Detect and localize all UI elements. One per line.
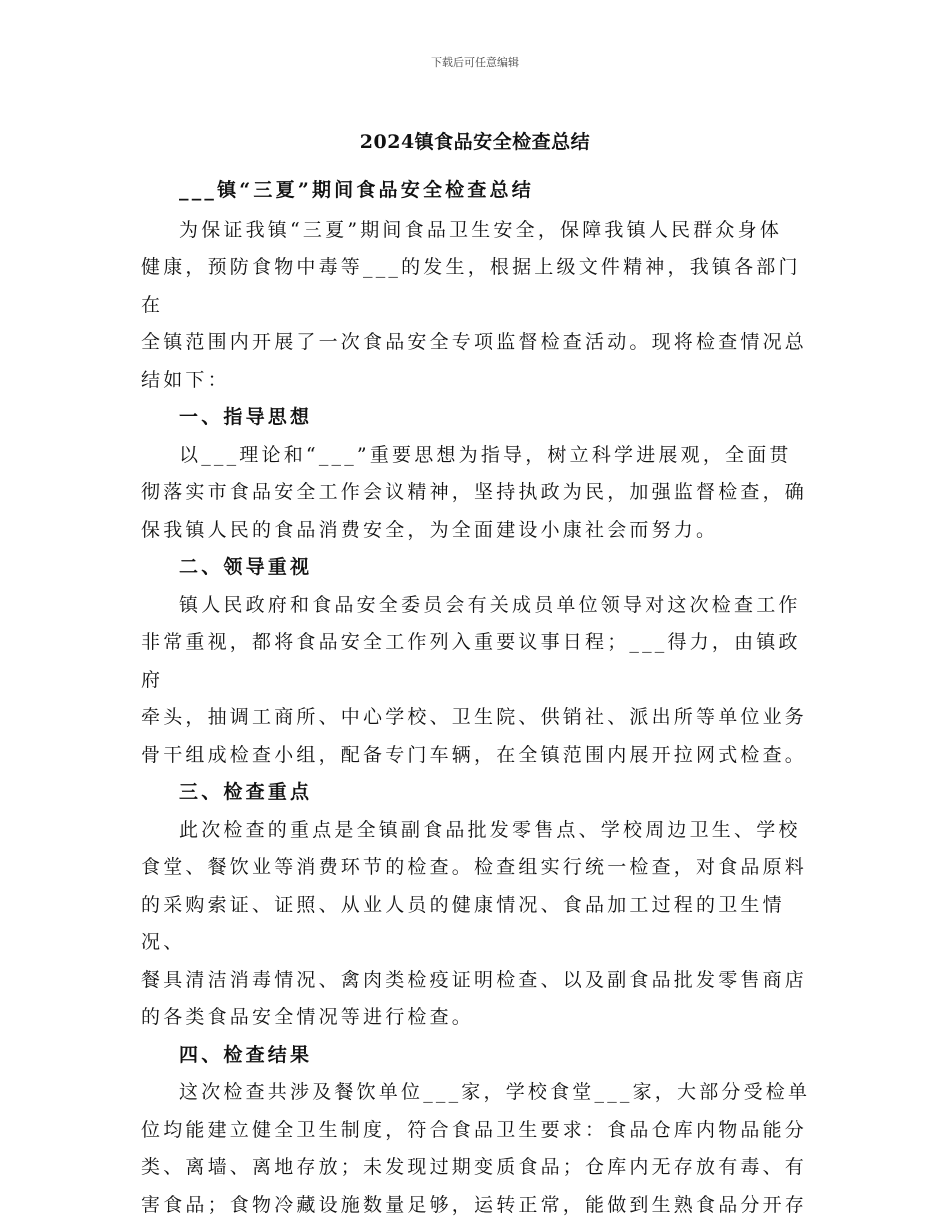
text-line: 害食品；食物冷藏设施数量足够，运转正常，能做到生熟食品分开存 xyxy=(141,1193,808,1216)
text-line: 的采购索证、证照、从业人员的健康情况、食品加工过程的卫生情况、 xyxy=(141,893,785,953)
text-line: 位均能建立健全卫生制度，符合食品卫生要求：食品仓库内物品能分 xyxy=(141,1118,808,1141)
text-line: 此次检查的重点是全镇副食品批发零售点、学校周边卫生、学校 xyxy=(179,818,801,841)
section-heading: 二、领导重视 xyxy=(179,556,313,578)
text-line: 餐具清洁消毒情况、禽肉类检疫证明检查、以及副食品批发零售商店 xyxy=(141,968,808,991)
text-line: 以___理论和“___”重要思想为指导，树立科学进展观，全面贯 xyxy=(179,443,792,466)
text-line: 镇人民政府和食品安全委员会有关成员单位领导对这次检查工作 xyxy=(179,593,801,616)
text-line: 全镇范围内开展了一次食品安全专项监督检查活动。现将检查情况总 xyxy=(141,331,808,353)
text-line: 健康，预防食物中毒等___的发生，根据上级文件精神，我镇各部门在 xyxy=(141,256,801,316)
document-subtitle: ___镇“三夏”期间食品安全检查总结 xyxy=(179,179,534,201)
section-heading: 一、指导思想 xyxy=(179,406,313,428)
section-heading: 三、检查重点 xyxy=(179,781,313,803)
text-line: 的各类食品安全情况等进行检查。 xyxy=(141,1006,475,1028)
text-line: 非常重视，都将食品安全工作列入重要议事日程；___得力，由镇政府 xyxy=(141,631,801,691)
section-paragraph xyxy=(141,812,821,1037)
text-line: 这次检查共涉及餐饮单位___家，学校食堂___家，大部分受检单 xyxy=(179,1081,811,1103)
text-line: 彻落实市食品安全工作会议精神，坚持执政为民，加强监督检查，确 xyxy=(141,481,808,503)
document-title: 2024镇食品安全检查总结 xyxy=(359,131,591,153)
text-line: 结如下： xyxy=(141,368,230,391)
text-line: 牵头，抽调工商所、中心学校、卫生院、供销社、派出所等单位业务 xyxy=(141,706,808,728)
section-paragraph xyxy=(141,587,821,775)
text-line: 为保证我镇“三夏”期间食品卫生安全，保障我镇人民群众身体 xyxy=(179,218,783,241)
text-line: 食堂、餐饮业等消费环节的检查。检查组实行统一检查，对食品原料 xyxy=(141,856,808,878)
text-line: 骨干组成检查小组，配备专门车辆，在全镇范围内展开拉网式检查。 xyxy=(141,743,808,766)
document-body xyxy=(141,172,821,1224)
section-paragraph xyxy=(141,437,821,550)
text-line: 保我镇人民的食品消费安全，为全面建设小康社会而努力。 xyxy=(141,518,719,541)
section-paragraph xyxy=(141,1074,821,1224)
text-line: 类、离墙、离地存放；未发现过期变质食品；仓库内无存放有毒、有 xyxy=(141,1156,808,1178)
page-header-note: 下载后可任意编辑 xyxy=(431,56,519,69)
intro-paragraph xyxy=(141,212,821,400)
section-heading: 四、检查结果 xyxy=(179,1043,313,1066)
